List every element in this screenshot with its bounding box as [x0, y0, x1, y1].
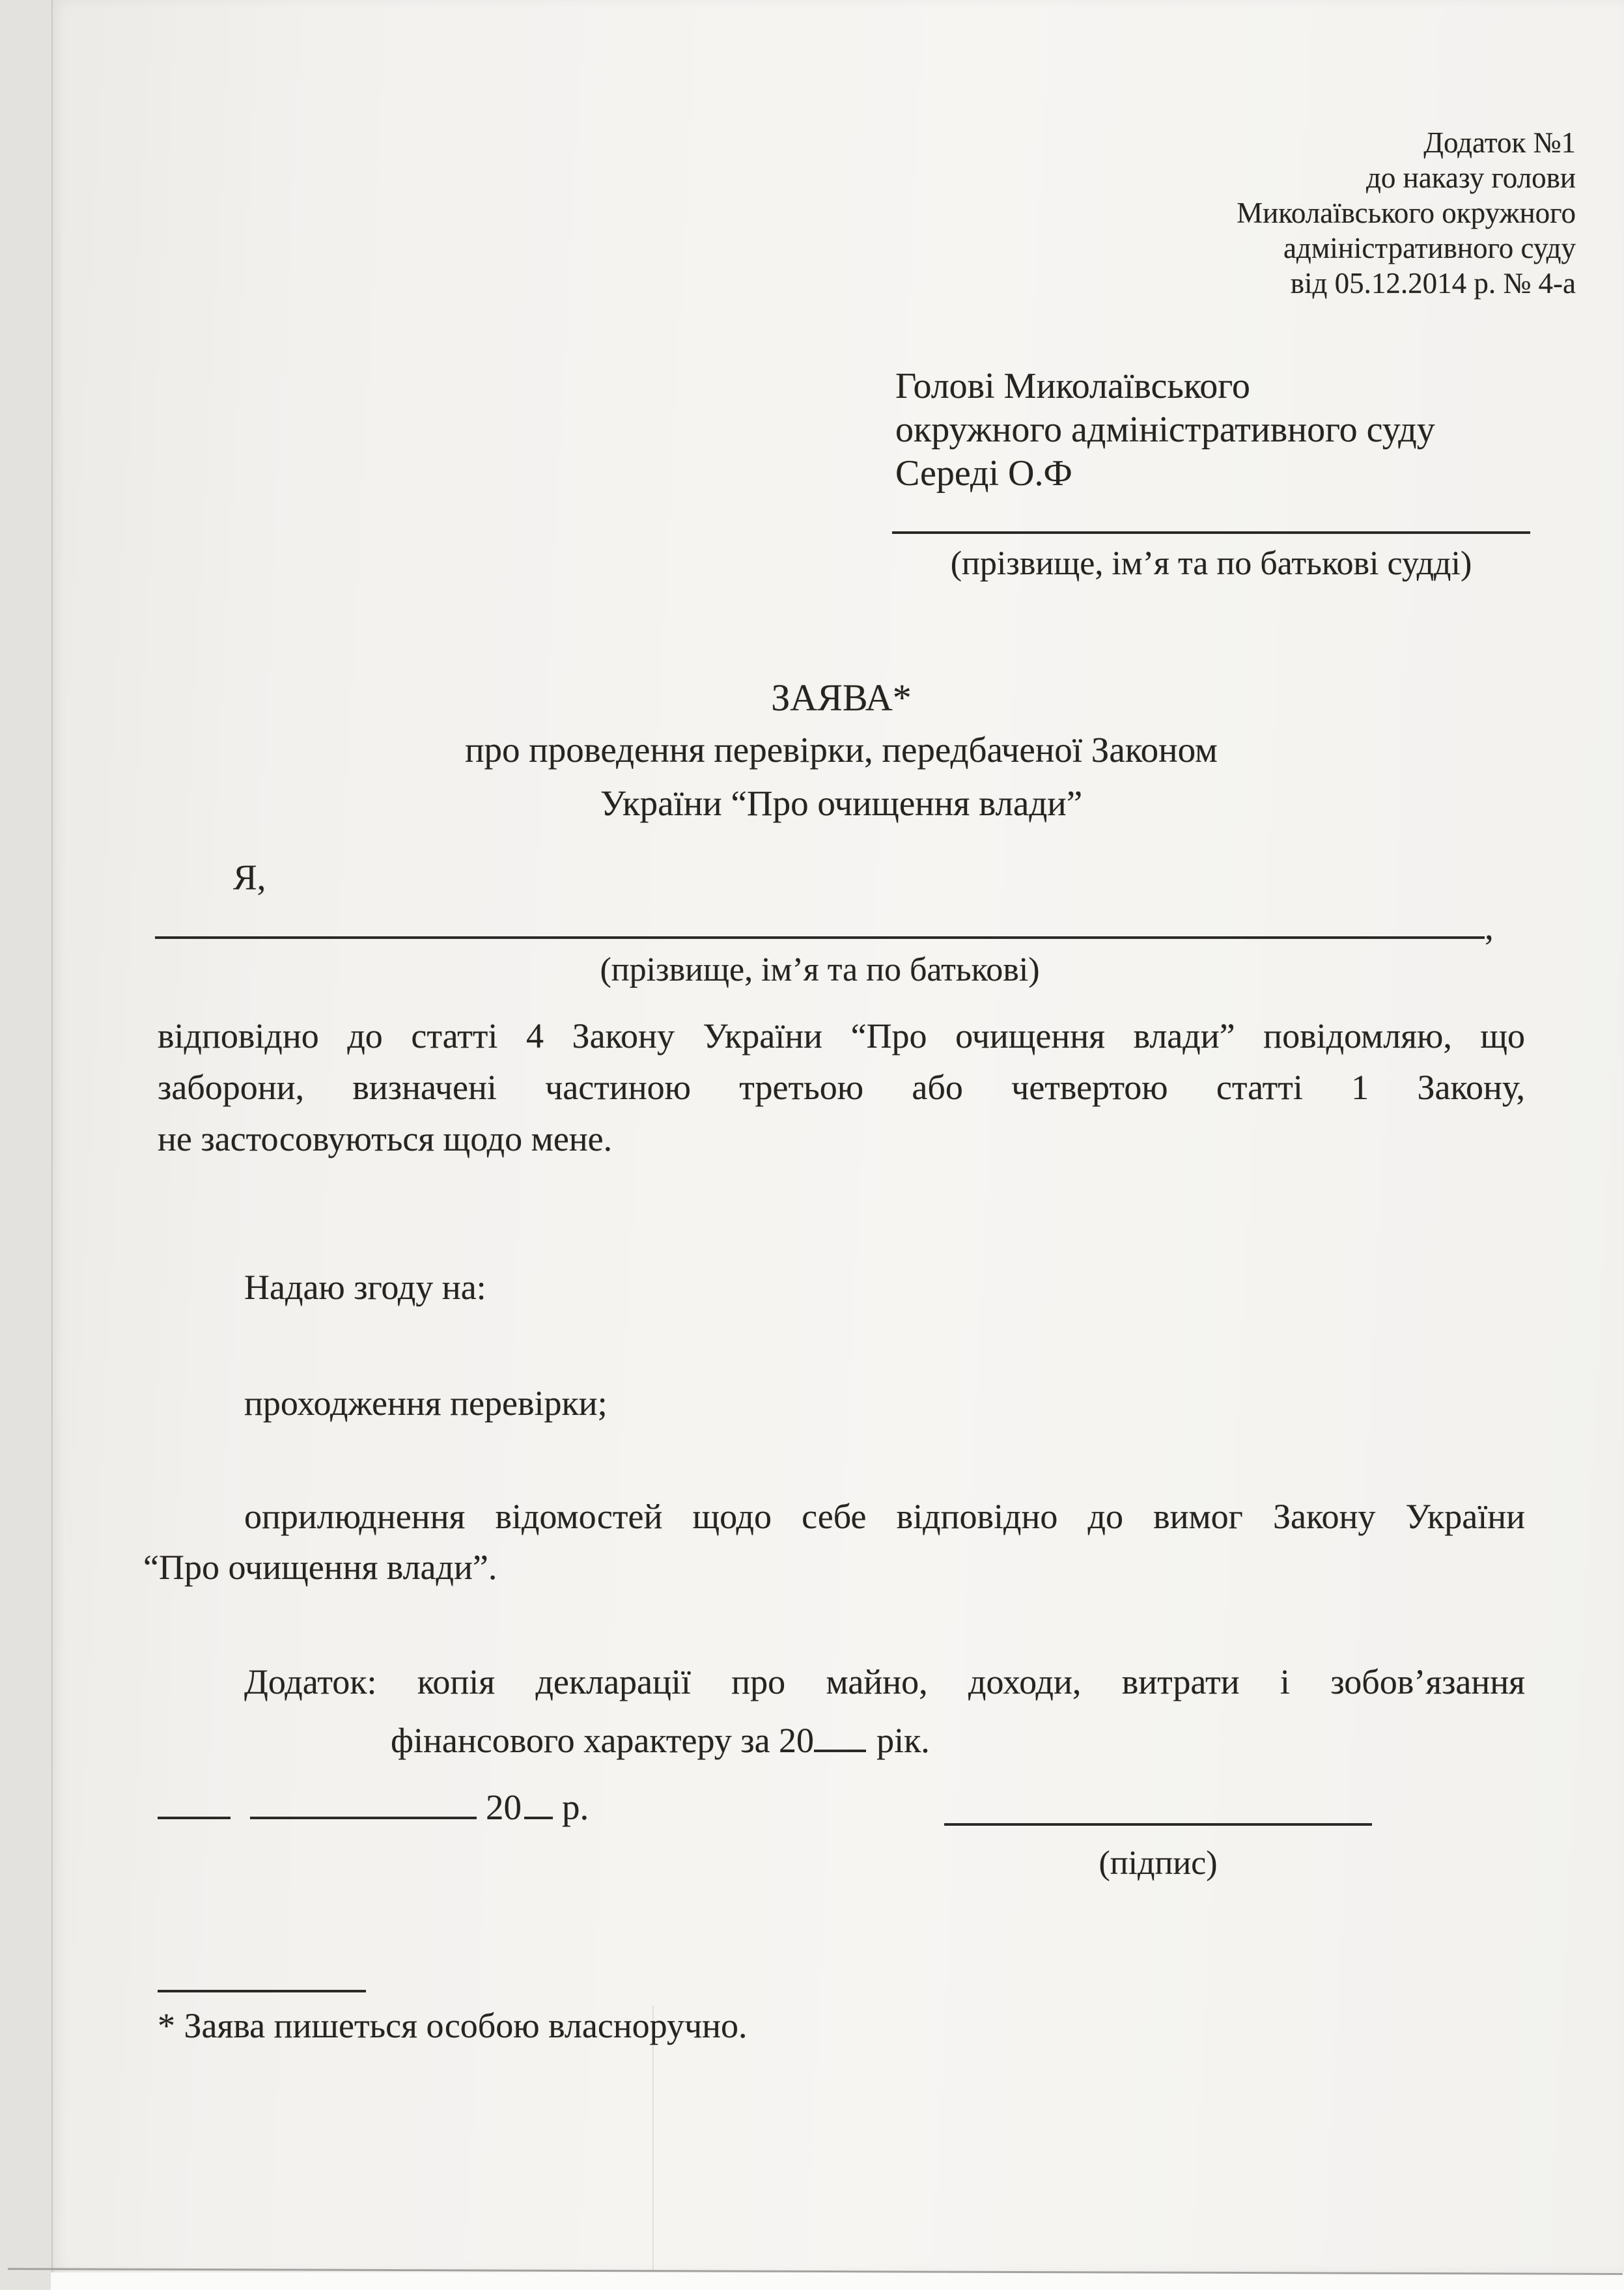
addressee-block — [895, 365, 1435, 496]
document-subtitle: України “Про очищення влади” — [600, 783, 1083, 823]
applicant-name-caption: (прізвище, ім’я та по батькові) — [600, 951, 1040, 988]
annex-line: до наказу голови — [1366, 161, 1576, 194]
addressee-line: Середі О.Ф — [895, 453, 1072, 494]
judge-name-blank-line — [892, 531, 1530, 534]
consent-intro: Надаю згоду на: — [244, 1268, 486, 1307]
consent-item-wrap: “Про очищення влади”. — [143, 1548, 497, 1587]
paper-left-edge — [51, 0, 53, 2272]
trailing-comma: , — [1485, 907, 1494, 947]
month-blank — [250, 1788, 477, 1819]
consent-item: оприлюднення відомостей щодо себе відповідно до вимог Закону України — [244, 1497, 1525, 1536]
statement-line: не застосовуються щодо мене. — [158, 1119, 613, 1158]
addressee-line: Голові Миколаївського — [895, 366, 1250, 406]
attachment-year-suffix: рік. — [876, 1721, 930, 1760]
judge-name-caption: (прізвище, ім’я та по батькові судді) — [950, 545, 1472, 582]
signature-blank-line — [944, 1823, 1372, 1826]
applicant-name-row — [155, 906, 1494, 947]
applicant-name-blank — [155, 908, 1485, 939]
annex-line: від 05.12.2014 р. № 4-а — [1290, 267, 1576, 300]
footnote-text: * Заява пишеться особою власноручно. — [158, 2006, 748, 2045]
document-subtitle: про проведення перевірки, передбаченої Законом — [465, 730, 1218, 770]
attachment-year-line — [391, 1720, 930, 1761]
footnote-rule — [158, 1990, 366, 1992]
statement-paragraph — [158, 1011, 1525, 1165]
addressee-line: окружного адміністративного суду — [895, 410, 1435, 450]
annex-line: Додаток №1 — [1423, 126, 1576, 159]
signature-caption: (підпис) — [1099, 1845, 1218, 1882]
document-title: ЗАЯВА* — [771, 677, 912, 719]
annex-reference-block — [1237, 125, 1576, 301]
scanner-background — [51, 2272, 1624, 2290]
statement-opening: Я, — [233, 858, 266, 897]
annex-line: адміністративного суду — [1283, 232, 1576, 264]
statement-line: заборони, визначені частиною третьою або четвертою статті 1 Закону, — [158, 1068, 1525, 1107]
attachment-year-prefix: фінансового характеру за 20 — [391, 1721, 815, 1760]
statement-line: відповідно до статті 4 Закону України “Про очищення влади” повідомляю, що — [158, 1016, 1525, 1055]
consent-item: проходження перевірки; — [244, 1384, 608, 1423]
year-blank — [814, 1721, 866, 1752]
year-prefix: 20 — [486, 1787, 522, 1827]
attachment-line: Додаток: копія декларації про майно, доходи, витрати і зобов’язання — [244, 1662, 1525, 1701]
year-digits-blank — [524, 1788, 553, 1819]
day-blank — [158, 1788, 231, 1819]
annex-line: Миколаївського окружного — [1237, 197, 1576, 229]
year-suffix: р. — [562, 1787, 589, 1827]
date-row — [158, 1787, 589, 1828]
